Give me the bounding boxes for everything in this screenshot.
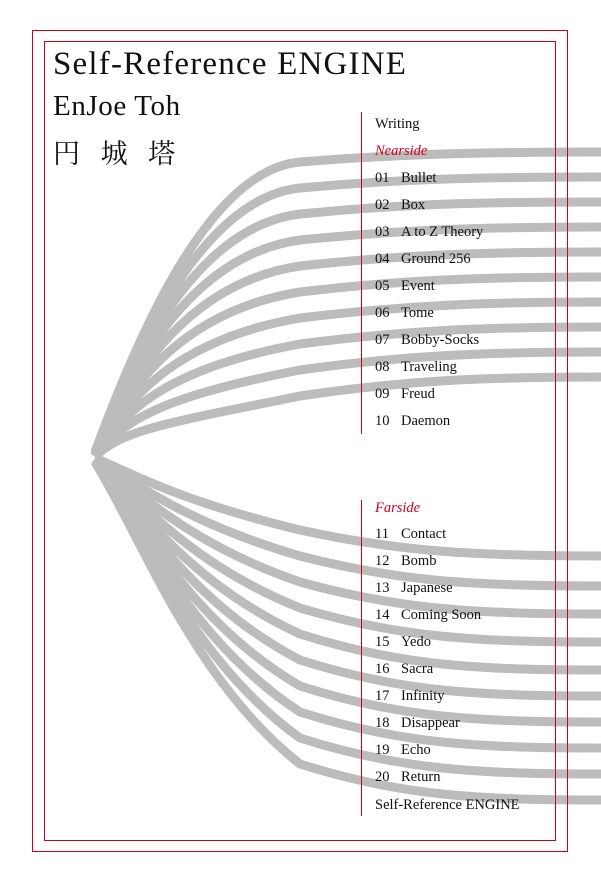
toc-item-title: Traveling: [401, 358, 457, 375]
toc-item-number: 15: [375, 634, 390, 651]
toc-item[interactable]: [362, 683, 562, 710]
toc-item-number: 11: [375, 526, 389, 543]
table-of-contents: [362, 110, 562, 816]
section-label-nearside: Nearside: [375, 143, 428, 160]
toc-item[interactable]: [362, 246, 562, 273]
toc-item-number: 18: [375, 715, 390, 732]
toc-item[interactable]: [362, 219, 562, 246]
page-title: Self-Reference ENGINE: [53, 46, 408, 82]
toc-item-number: 06: [375, 304, 390, 321]
toc-item[interactable]: [362, 354, 562, 381]
toc-item[interactable]: [362, 602, 562, 629]
colophon-title: Self-Reference ENGINE: [375, 797, 520, 814]
toc-item[interactable]: [362, 575, 562, 602]
toc-item-number: 12: [375, 553, 390, 570]
toc-item-number: 04: [375, 250, 390, 267]
toc-item-number: 16: [375, 661, 390, 678]
toc-item-title: Bullet: [401, 169, 437, 186]
toc-item-number: 14: [375, 607, 390, 624]
toc-item-number: 08: [375, 358, 390, 375]
toc-item[interactable]: [362, 548, 562, 575]
toc-item-title: Coming Soon: [401, 607, 482, 624]
toc-item-title: Tome: [401, 304, 434, 321]
toc-item-title: Sacra: [401, 661, 434, 678]
toc-item[interactable]: [362, 381, 562, 408]
contents-heading: Writing: [375, 116, 420, 132]
toc-item[interactable]: [362, 327, 562, 354]
section-label-farside: Farside: [375, 499, 421, 516]
toc-item-title: Daemon: [401, 412, 451, 429]
toc-item[interactable]: [362, 656, 562, 683]
toc-item-number: 20: [375, 769, 390, 786]
toc-item-title: Disappear: [401, 715, 460, 732]
toc-item-title: Infinity: [401, 688, 445, 705]
toc-item-title: Freud: [401, 385, 435, 402]
toc-item[interactable]: [362, 737, 562, 764]
toc-item-number: 10: [375, 412, 390, 429]
author-name-japanese: 円 城 塔: [53, 139, 182, 171]
toc-item[interactable]: [362, 629, 562, 656]
toc-item[interactable]: [362, 710, 562, 737]
toc-item[interactable]: [362, 764, 562, 791]
toc-item-title: Yedo: [401, 634, 431, 651]
toc-item-title: Ground 256: [401, 250, 471, 267]
toc-item-number: 19: [375, 742, 390, 759]
toc-item[interactable]: [362, 165, 562, 192]
author-name-roman: EnJoe Toh: [53, 89, 181, 122]
toc-item[interactable]: [362, 521, 562, 548]
toc-item-number: 13: [375, 580, 390, 597]
toc-item-number: 09: [375, 385, 390, 402]
toc-item[interactable]: [362, 273, 562, 300]
toc-item-title: Bomb: [401, 553, 437, 570]
toc-item-title: Event: [401, 277, 435, 294]
toc-item-title: Bobby-Socks: [401, 331, 480, 348]
section-gap: [362, 435, 562, 495]
toc-item-title: A to Z Theory: [401, 223, 484, 240]
toc-item-title: Return: [401, 769, 441, 786]
toc-item-number: 01: [375, 169, 390, 186]
toc-item-number: 17: [375, 688, 390, 705]
toc-item-title: Echo: [401, 742, 431, 759]
toc-item-number: 03: [375, 223, 390, 240]
toc-item[interactable]: [362, 192, 562, 219]
toc-item-number: 02: [375, 196, 390, 213]
toc-item-number: 05: [375, 277, 390, 294]
toc-item-title: Box: [401, 196, 426, 213]
toc-item-title: Japanese: [401, 580, 453, 597]
toc-item[interactable]: [362, 408, 562, 435]
toc-item[interactable]: [362, 300, 562, 327]
toc-item-number: 07: [375, 331, 390, 348]
toc-item-title: Contact: [401, 526, 447, 543]
